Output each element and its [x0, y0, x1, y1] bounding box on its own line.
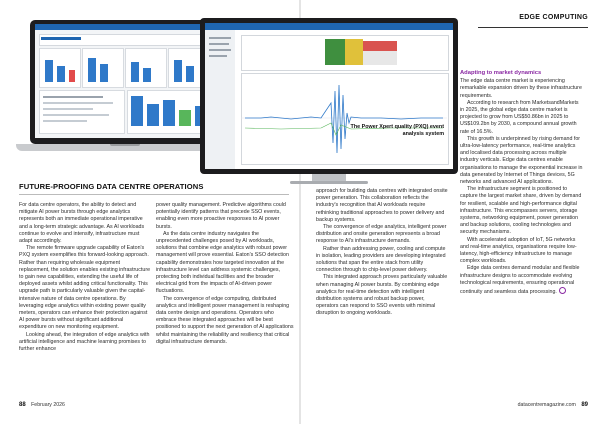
article-column-2 [156, 202, 294, 346]
paragraph: The remote firmware upgrade capability of Eaton's PXQ system exemplifies this forward-looking approach. Rather than requiring wholesale equipment replacement, the solution enables existing infrastructure to gain new capabilities, extending the useful life of deployed assets whilst adding critical functionality. This upgrade path is particularly valuable given the capital-intensive nature of data centre operations. By leveraging edge analytics within existing power quality meters, operators can enhance their protection against AI power bursts without significant additional expenditure on new monitoring equipment. [19, 245, 151, 331]
paragraph: With accelerated adoption of IoT, 5G networks and real-time analytics, organisations require low-latency, high-efficiency infrastructure to manage complex workloads. [460, 236, 577, 265]
paragraph: The infrastructure segment is positioned to capture the largest market share, driven by demand for resilient, scalable and high-performance digital infrastructure. This encompasses servers, storage systems, networking equipment, power generation and backup solutions, cooling technologies and security mechanisms. [460, 186, 582, 236]
issue-date: February 2026 [31, 402, 65, 408]
paragraph: As the data centre industry navigates the unprecedented challenges posed by AI workloads, solutions that combine edge analytics with robust power management will prove essential. Eaton's SSO detection capability demonstrates how targeted innovation at the infrastructure level can address systemic challenges, protecting both individual facilities and the broader electrical grid from the impacts of AI-driven power fluctuations. [156, 230, 289, 295]
paragraph: The convergence of edge analytics, intelligent power distribution and onsite generation represents a broad response to AI's infrastructure demands. [316, 224, 447, 245]
paragraph: Looking ahead, the integration of edge analytics with artificial intelligence and machine learning promises to further enhance [19, 331, 150, 353]
paragraph: This integrated approach proves particularly valuable when managing AI power bursts. By combining edge analytics for real-time detection with intelligent distribution systems and robust backup power, operators can respond to SSO events with minimal disruption to ongoing workloads. [316, 274, 448, 317]
article-column-4 [460, 70, 584, 296]
article-column-3 [316, 188, 448, 318]
paragraph: approach for building data centres with integrated onsite power generation. This collaboration reflects the industry's recognition that AI workloads require rethinking traditional approaches to power delivery and backup systems. [316, 188, 448, 223]
footer-left [19, 402, 65, 408]
paragraph: According to research from MarketsandMarkets in 2025, the global edge data centre market is projected to grow from US$50.86bn in 2025 to US$109.2bn by 2030, a compound annual growth rate of 16.5%. [460, 99, 579, 135]
laptop-screen [35, 24, 215, 138]
end-mark-icon [559, 287, 566, 294]
paragraph: This growth is underpinned by rising demand for ultra-low-latency performance, real-time analytics and localised data processing across multiple industry verticals. Edge data centres enable organisations to manage the exponential increase in data generated by Internet of Things devices, 5G networks and advanced AI applications. [460, 135, 583, 186]
page-number-left: 88 [19, 402, 26, 408]
paragraph: Edge data centres demand modular and flexible infrastructure designs to accommodate evolving technological requirements, ensuring operational continuity and seamless data processing. [460, 265, 580, 296]
article-headline: FUTURE-PROOFING DATA CENTRE OPERATIONS [19, 182, 289, 195]
section-tag: EDGE COMPUTING [519, 14, 588, 21]
paragraph: The edge data centre market is experiencing remarkable expansion driven by these infrastructure requirements. [460, 78, 582, 99]
paragraph: For data centre operators, the ability to detect and mitigate AI power bursts through edge analytics represents both an immediate operational imperative and a long-term strategic advantage. As AI workloads continue to evolve and intensify, infrastructure must adapt accordingly. [19, 202, 145, 245]
page-number-right: 89 [581, 402, 588, 408]
monitor-screen [205, 23, 453, 169]
footer-right [518, 402, 588, 408]
paragraph: power quality management. Predictive algorithms could potentially identify patterns that precede SSO events, enabling even more proactive responses to AI power bursts. [156, 202, 286, 230]
paragraph: The convergence of edge computing, distributed analytics and intelligent power management is reshaping data centre design and operations. Operators who embrace these integrated approaches will be best positioned to support the next generation of AI applications whilst maintaining the reliability and resiliency that critical digital infrastructure demands. [156, 295, 294, 345]
figure-caption: The Power Xpert quality (PXQ) event analysis system [350, 124, 444, 137]
site-url[interactable]: datacentremagazine.com [517, 402, 576, 408]
paragraph: Rather than addressing power, cooling and compute in isolation, leading providers are developing integrated solutions that span the entire stack from utility connection through to chip-level power delivery. [316, 245, 446, 274]
section-divider [478, 27, 588, 28]
waveform-chart [241, 73, 447, 163]
article-column-1 [19, 202, 151, 353]
subheading: Adapting to market dynamics [460, 70, 542, 76]
